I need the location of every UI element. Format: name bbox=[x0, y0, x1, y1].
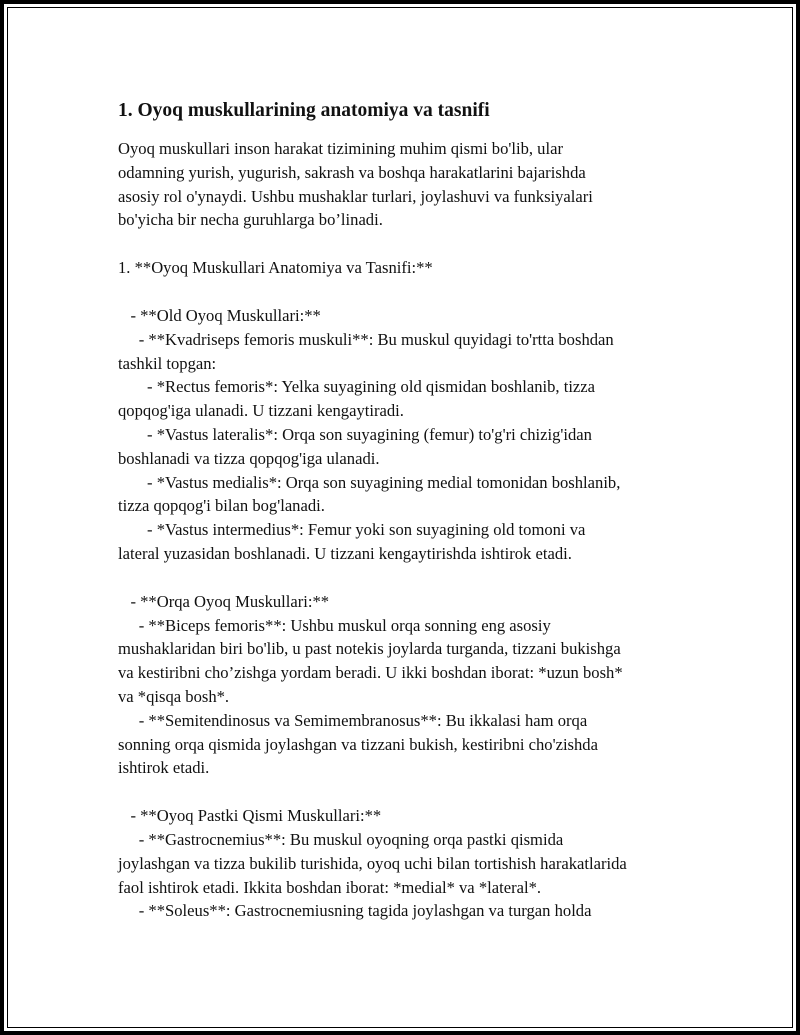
paragraph-spacer bbox=[118, 780, 698, 804]
section-heading: 1. Oyoq muskullarining anatomiya va tasnifi bbox=[118, 100, 490, 121]
document-content bbox=[118, 99, 698, 923]
back-leg-muscles-section: - **Orqa Oyoq Muskullari:** - **Biceps femoris**: Ushbu muskul orqa sonning eng asosiy mushaklaridan biri bo'lib, u past notekis joylarda turganda, tizzani bukishga va kestiribni cho’zishga yordam beradi. U ikki boshdan iborat: *uzun bosh* va *qisqa bosh*. - **Semitendinosus va Semimembranosus**: Bu ikkalasi ham orqa sonning orqa qismida joylashgan va tizzani bukish, kestiribni cho'zishda ishtirok etadi. bbox=[118, 591, 623, 778]
front-leg-muscles-section: - **Old Oyoq Muskullari:** - **Kvadriseps femoris muskuli**: Bu muskul quyidagi to'rtta boshdan tashkil topgan: - *Rectus femoris*: Yelka suyagining old qismidan boshlanib, tizza qopqog'iga ulanadi. U tizzani kengaytiradi. - *Vastus lateralis*: Orqa son suyagining (femur) to'g'ri chizig'idan boshlanadi va tizza qopqog'iga ulanadi. - *Vastus medialis*: Orqa son suyagining medial tomonidan boshlanib, tizza qopqog'i bilan bog'lanadi. - *Vastus intermedius*: Femur yoki son suyagining old tomoni va lateral yuzasidan boshlanadi. U tizzani kengaytirishda ishtirok etadi. bbox=[118, 305, 621, 563]
paragraph-spacer bbox=[118, 280, 698, 304]
paragraph-spacer bbox=[118, 232, 698, 256]
lower-leg-muscles-section: - **Oyoq Pastki Qismi Muskullari:** - **Gastrocnemius**: Bu muskul oyoqning orqa pastki qismida joylashgan va tizza bukilib turishida, oyoq uchi bilan tortishish harakatlarida faol ishtirok etadi. Ikkita boshdan iborat: *medial* va *lateral*. - **Soleus**: Gastrocnemiusning tagida joylashgan va turgan holda bbox=[118, 806, 627, 921]
paragraph-spacer bbox=[118, 566, 698, 590]
list-title: 1. **Oyoq Muskullari Anatomiya va Tasnifi:** bbox=[118, 258, 433, 278]
intro-paragraph: Oyoq muskullari inson harakat tizimining muhim qismi bo'lib, ular odamning yurish, yugurish, sakrash va boshqa harakatlarini bajarishda asosiy rol o'ynaydi. Ushbu mushaklar turlari, joylashuvi va funksiyalari bo'yicha bir necha guruhlarga bo’linadi. bbox=[118, 139, 593, 230]
